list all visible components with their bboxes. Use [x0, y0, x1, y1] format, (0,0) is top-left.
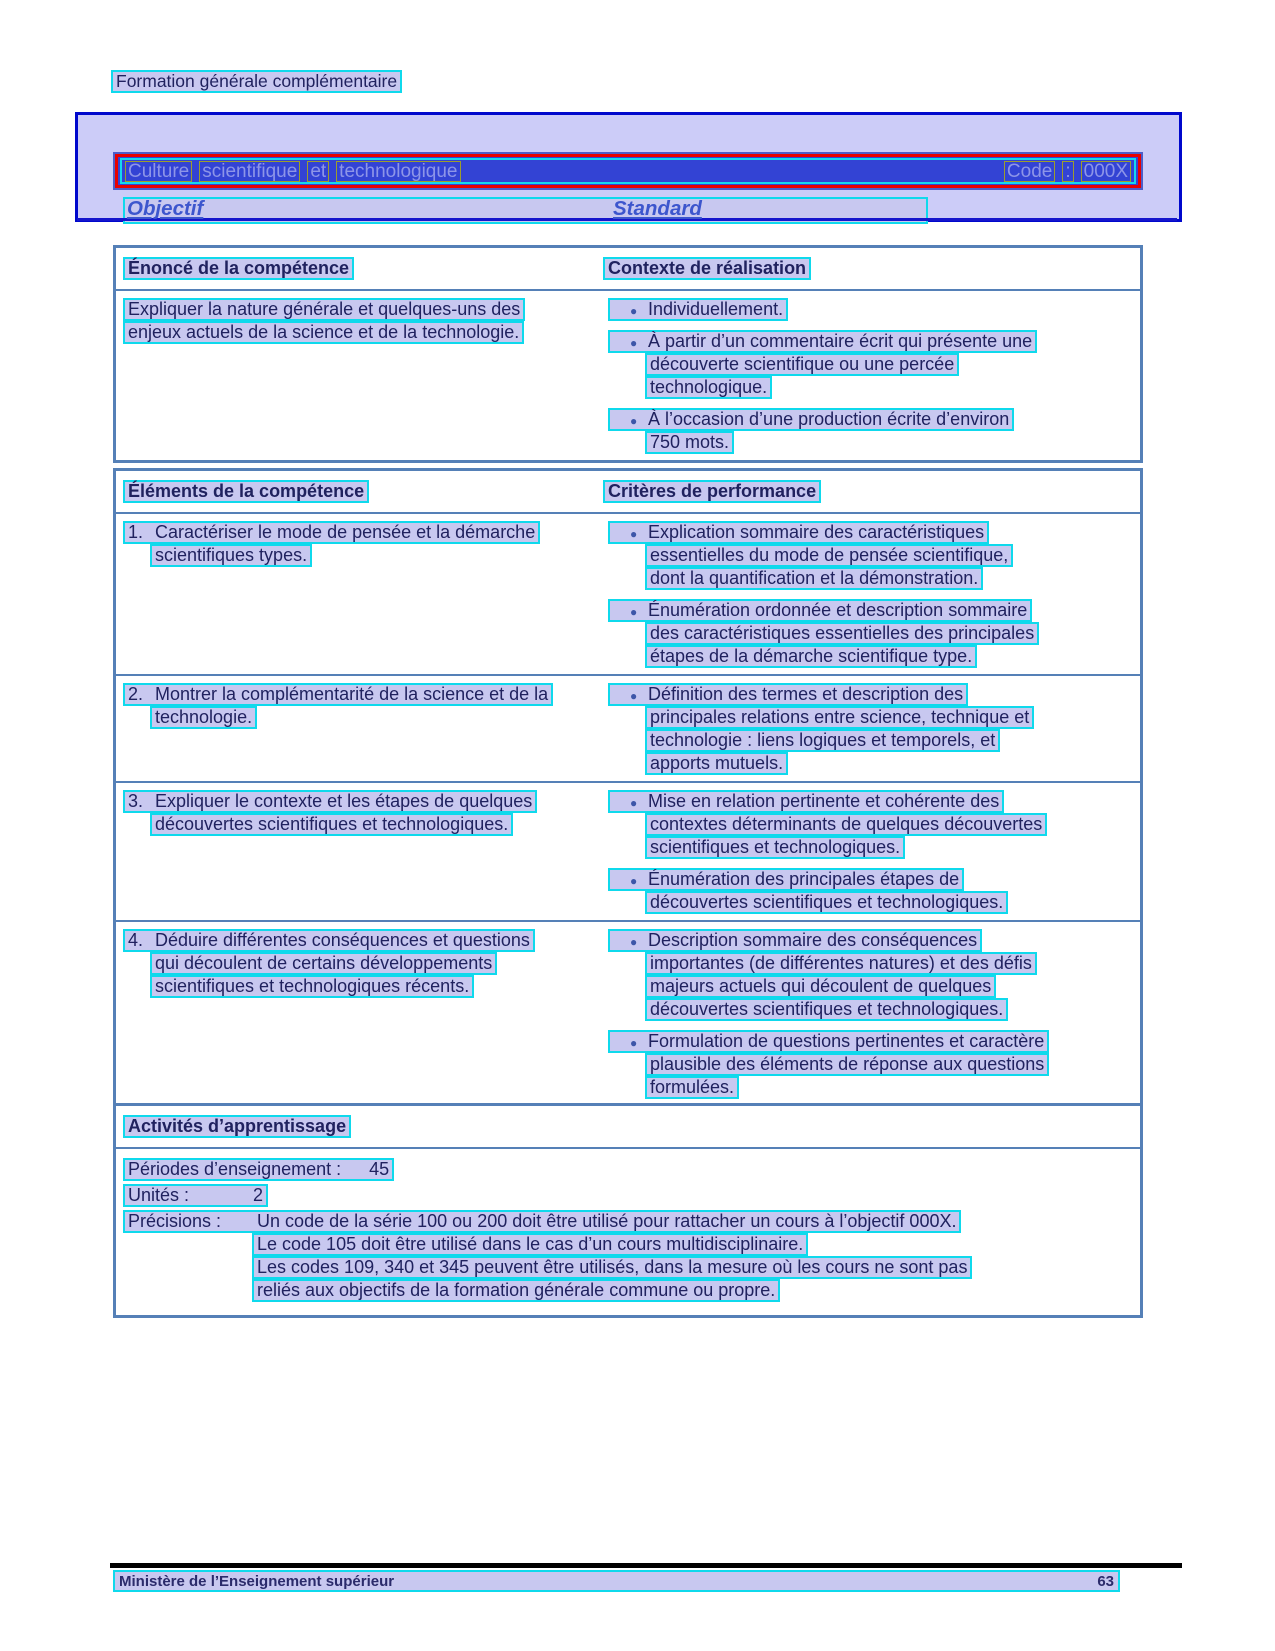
- column-header: Contexte de réalisation: [603, 257, 811, 280]
- bullet-text: découvertes scientifiques et technologiques.: [645, 891, 1008, 914]
- bullet-icon: ●: [630, 414, 638, 428]
- elements-table-header: [116, 471, 1140, 514]
- footer: [113, 1570, 1120, 1592]
- page-number: 63: [1097, 1572, 1114, 1590]
- header-cell-elements: [116, 480, 603, 503]
- competence-table: [113, 245, 1143, 463]
- course-title-word: et: [307, 161, 329, 182]
- precisions-label: Précisions :: [128, 1211, 222, 1231]
- element-cell: [116, 521, 603, 668]
- item-number: 2.: [128, 684, 144, 704]
- table-row: [116, 514, 1140, 674]
- numbered-line: [123, 790, 537, 813]
- bullet-text: formulées.: [645, 1076, 739, 1099]
- title-bar-red-frame: [115, 154, 1141, 188]
- element-cell: [116, 929, 603, 1099]
- activities-header-row: [116, 1106, 1140, 1149]
- bullet-text: technologique.: [645, 376, 772, 399]
- precision-text: Un code de la série 100 ou 200 doit être utilisé pour rattacher un cours à l’objectif 000X.: [257, 1211, 957, 1231]
- bullet-text: Énumération des principales étapes de: [648, 869, 960, 889]
- enonce-cell: [116, 298, 603, 454]
- bullet-line: [608, 298, 788, 321]
- course-title-word: Culture: [125, 161, 192, 182]
- header-cell-criteres: [603, 480, 1140, 503]
- bullet-item: [603, 1030, 1140, 1099]
- title-bar-text-row: [120, 158, 1136, 184]
- bullet-icon: ●: [630, 304, 638, 318]
- periods-line: [123, 1158, 394, 1181]
- bullet-text: Individuellement.: [648, 299, 784, 319]
- body-line: Déduire différentes conséquences et questions: [155, 930, 530, 950]
- bullet-text: importantes (de différentes natures) et des défis: [645, 952, 1037, 975]
- course-title-word: scientifique: [199, 161, 300, 182]
- precisions-line: [123, 1210, 961, 1233]
- item-number: 3.: [128, 791, 144, 811]
- numbered-line: [123, 521, 540, 544]
- bullet-text: 750 mots.: [645, 431, 734, 454]
- numbered-line: [123, 683, 553, 706]
- bullet-text: Explication sommaire des caractéristiques: [648, 522, 985, 542]
- column-header: Critères de performance: [603, 480, 821, 503]
- table-row: [116, 920, 1140, 1105]
- precision-text: Le code 105 doit être utilisé dans le cas d’un cours multidisciplinaire.: [252, 1233, 808, 1256]
- bullet-line: [608, 929, 982, 952]
- bullet-item: [603, 408, 1140, 454]
- bullet-text: essentielles du mode de pensée scientifique,: [645, 544, 1013, 567]
- body-line: scientifiques types.: [150, 544, 312, 567]
- units-label: Unités :: [128, 1185, 190, 1205]
- element-cell: [116, 790, 603, 914]
- bullet-line: [608, 868, 964, 891]
- activities-header-cell: [116, 1115, 603, 1138]
- body-line: Expliquer la nature générale et quelques-uns des: [123, 298, 525, 321]
- bullet-icon: ●: [630, 689, 638, 703]
- column-header: Éléments de la compétence: [123, 480, 369, 503]
- precision-text: Les codes 109, 340 et 345 peuvent être utilisés, dans la mesure où les cours ne sont pas: [252, 1256, 972, 1279]
- bullet-icon: ●: [630, 527, 638, 541]
- bullet-item: [603, 298, 1140, 321]
- item-number: 4.: [128, 930, 144, 950]
- course-code-value: 000X: [1081, 161, 1131, 182]
- objectif-heading: Objectif: [127, 197, 204, 220]
- units-line: [123, 1184, 268, 1207]
- bullet-text: apports mutuels.: [645, 752, 788, 775]
- bullet-text: technologie : liens logiques et temporels, et: [645, 729, 1000, 752]
- bullet-text: découverte scientifique ou une percée: [645, 353, 959, 376]
- doc-header-label: Formation générale complémentaire: [111, 70, 402, 93]
- item-number: 1.: [128, 522, 144, 542]
- periods-value: 45: [369, 1159, 390, 1179]
- footer-ministry-label: Ministère de l’Enseignement supérieur: [119, 1572, 395, 1590]
- header-cell-contexte: [603, 257, 1140, 280]
- body-line: scientifiques et technologiques récents.: [150, 975, 474, 998]
- activities-content: [116, 1149, 1140, 1315]
- bullet-line: [608, 330, 1037, 353]
- bullet-item: [603, 683, 1140, 775]
- objectif-standard-strip: [123, 197, 928, 224]
- activities-box: [113, 1103, 1143, 1318]
- bullet-icon: ●: [630, 336, 638, 350]
- competence-table-header: [116, 248, 1140, 291]
- bullet-text: Formulation de questions pertinentes et caractère: [648, 1031, 1045, 1051]
- bullet-line: [608, 408, 1014, 431]
- bullet-icon: ●: [630, 935, 638, 949]
- table-row: [116, 781, 1140, 920]
- bullet-text: des caractéristiques essentielles des principales: [645, 622, 1039, 645]
- table-row: [116, 674, 1140, 781]
- bullet-text: À partir d’un commentaire écrit qui présente une: [648, 331, 1033, 351]
- bullet-text: Description sommaire des conséquences: [648, 930, 978, 950]
- bullet-item: [603, 599, 1140, 668]
- bullet-line: [608, 683, 968, 706]
- body-line: découvertes scientifiques et technologiques.: [150, 813, 513, 836]
- bullet-text: plausible des éléments de réponse aux questions: [645, 1053, 1049, 1076]
- bullet-text: Définition des termes et description des: [648, 684, 964, 704]
- bullet-line: [608, 521, 989, 544]
- body-line: technologie.: [150, 706, 257, 729]
- bullet-item: [603, 330, 1140, 399]
- course-title-word: technologique: [336, 161, 460, 182]
- bullet-icon: ●: [630, 796, 638, 810]
- course-code-separator: :: [1062, 161, 1073, 182]
- table-row: [116, 291, 1140, 460]
- bullet-text: découvertes scientifiques et technologiques.: [645, 998, 1008, 1021]
- header-cell-enonce: [116, 257, 603, 280]
- title-banner: [75, 112, 1182, 222]
- body-line: Caractériser le mode de pensée et la démarche: [155, 522, 536, 542]
- elements-table: [113, 468, 1143, 1108]
- bullet-text: Énumération ordonnée et description sommaire: [648, 600, 1028, 620]
- bullet-icon: ●: [630, 874, 638, 888]
- criteria-cell: [603, 683, 1140, 775]
- criteria-cell: [603, 521, 1140, 668]
- section-header: Activités d’apprentissage: [123, 1115, 351, 1138]
- body-line: Expliquer le contexte et les étapes de quelques: [155, 791, 533, 811]
- bullet-item: [603, 929, 1140, 1021]
- bullet-text: dont la quantification et la démonstration.: [645, 567, 983, 590]
- bullet-item: [603, 868, 1140, 914]
- bullet-text: contextes déterminants de quelques découvertes: [645, 813, 1047, 836]
- body-line: Montrer la complémentarité de la science et de la: [155, 684, 549, 704]
- bullet-icon: ●: [630, 1036, 638, 1050]
- body-line: enjeux actuels de la science et de la technologie.: [123, 321, 524, 344]
- criteria-cell: [603, 790, 1140, 914]
- course-title-bar: [113, 152, 1143, 190]
- bullet-text: étapes de la démarche scientifique type.: [645, 645, 977, 668]
- element-cell: [116, 683, 603, 775]
- standard-heading: Standard: [613, 197, 702, 220]
- units-value: 2: [253, 1185, 264, 1205]
- bullet-text: scientifiques et technologiques.: [645, 836, 905, 859]
- body-line: qui découlent de certains développements: [150, 952, 497, 975]
- contexte-cell: [603, 298, 1140, 454]
- column-header: Énoncé de la compétence: [123, 257, 354, 280]
- bullet-line: [608, 599, 1032, 622]
- bullet-icon: ●: [630, 605, 638, 619]
- bullet-text: principales relations entre science, technique et: [645, 706, 1034, 729]
- periods-label: Périodes d’enseignement :: [128, 1159, 342, 1179]
- bullet-line: [608, 1030, 1049, 1053]
- footer-rule: [110, 1563, 1182, 1568]
- bullet-line: [608, 790, 1004, 813]
- bullet-text: À l’occasion d’une production écrite d’environ: [648, 409, 1010, 429]
- bullet-text: majeurs actuels qui découlent de quelques: [645, 975, 996, 998]
- title-bar-inner: [118, 157, 1138, 185]
- criteria-cell: [603, 929, 1140, 1099]
- bullet-item: [603, 521, 1140, 590]
- numbered-line: [123, 929, 535, 952]
- bullet-item: [603, 790, 1140, 859]
- course-code-label: Code: [1004, 161, 1055, 182]
- bullet-text: Mise en relation pertinente et cohérente des: [648, 791, 1000, 811]
- precision-text: reliés aux objectifs de la formation générale commune ou propre.: [252, 1279, 780, 1302]
